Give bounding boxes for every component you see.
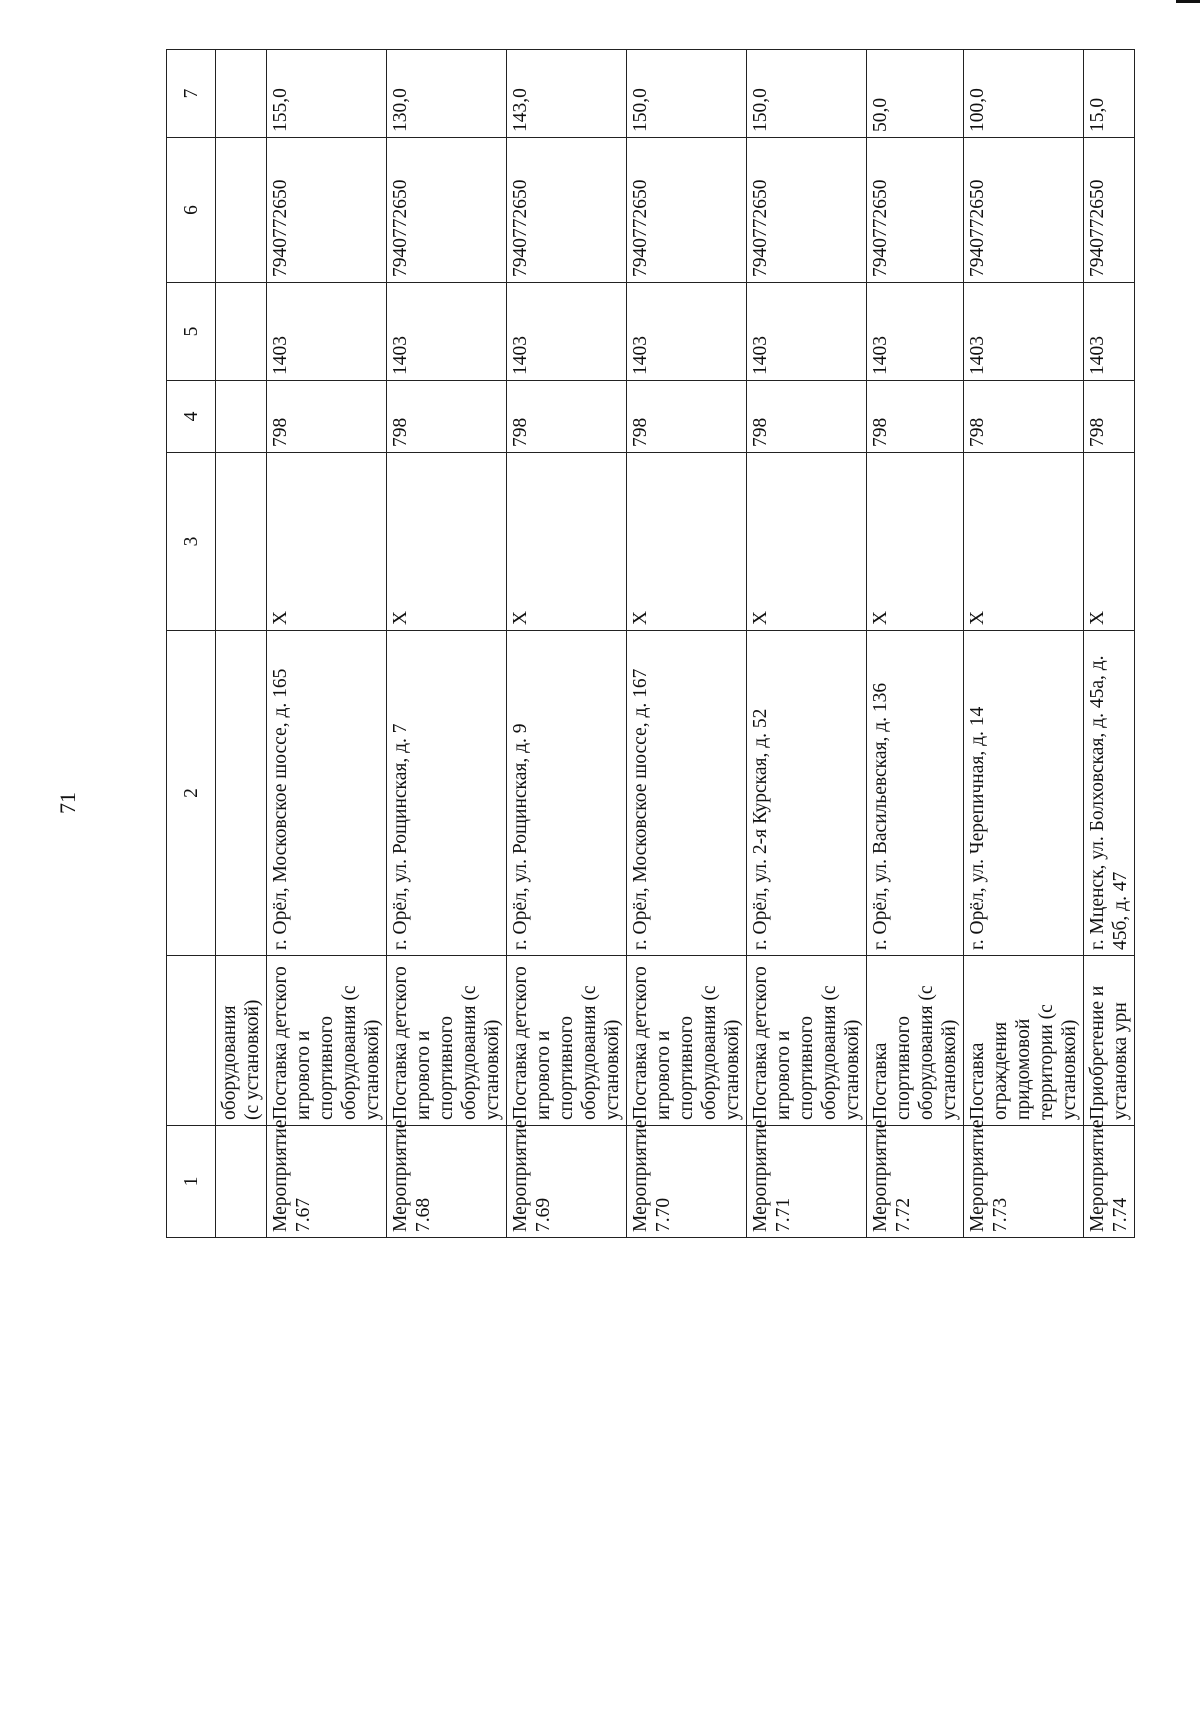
header-cell: 5 bbox=[167, 283, 216, 381]
column-4-cell: 798 bbox=[964, 381, 1084, 453]
column-7-cell: 150,0 bbox=[747, 50, 867, 138]
column-3-cell: X bbox=[964, 453, 1084, 631]
table-row bbox=[267, 50, 387, 1238]
column-2-address-cell: г. Мценск, ул. Болховская, д. 45а, д. 45б, д. 47 bbox=[1084, 631, 1135, 956]
page-number: 71 bbox=[55, 792, 80, 814]
column-4-cell: 798 bbox=[387, 381, 507, 453]
column-2-address-cell bbox=[216, 631, 267, 956]
column-3-cell: X bbox=[387, 453, 507, 631]
column-1-cell: Мероприятие 7.70 bbox=[627, 1126, 747, 1238]
column-5-cell: 1403 bbox=[627, 283, 747, 381]
column-3-cell: X bbox=[1084, 453, 1135, 631]
column-name-cell: Поставка детского игрового и спортивного оборудования (с установкой) bbox=[387, 956, 507, 1126]
header-cell: 6 bbox=[167, 138, 216, 283]
rotated-page bbox=[166, 50, 1200, 1238]
column-6-cell: 7940772650 bbox=[1084, 138, 1135, 283]
column-7-cell: 50,0 bbox=[867, 50, 964, 138]
column-name-cell: Поставка детского игрового и спортивного оборудования (с установкой) bbox=[627, 956, 747, 1126]
column-1-cell: Мероприятие 7.67 bbox=[267, 1126, 387, 1238]
column-3-cell: X bbox=[267, 453, 387, 631]
column-name-cell: Поставка детского игрового и спортивного оборудования (с установкой) bbox=[507, 956, 627, 1126]
column-2-address-cell: г. Орёл, Московское шоссе, д. 165 bbox=[267, 631, 387, 956]
column-4-cell: 798 bbox=[627, 381, 747, 453]
column-6-cell: 7940772650 bbox=[867, 138, 964, 283]
column-5-cell: 1403 bbox=[747, 283, 867, 381]
column-7-cell: 130,0 bbox=[387, 50, 507, 138]
column-2-address-cell: г. Орёл, Московское шоссе, д. 167 bbox=[627, 631, 747, 956]
column-3-cell: X bbox=[867, 453, 964, 631]
column-3-cell bbox=[216, 453, 267, 631]
column-name-cell: Поставка детского игрового и спортивного оборудования (с установкой) bbox=[747, 956, 867, 1126]
column-1-cell: Мероприятие 7.68 bbox=[387, 1126, 507, 1238]
column-name-cell: Поставка спортивного оборудования (с установкой) bbox=[867, 956, 964, 1126]
column-2-address-cell: г. Орёл, ул. Рощинская, д. 7 bbox=[387, 631, 507, 956]
table-row bbox=[507, 50, 627, 1238]
continuation-row bbox=[216, 50, 267, 1238]
column-1-cell: Мероприятие 7.74 bbox=[1084, 1126, 1135, 1238]
table-row bbox=[627, 50, 747, 1238]
column-4-cell: 798 bbox=[507, 381, 627, 453]
column-7-cell bbox=[216, 50, 267, 138]
column-3-cell: X bbox=[627, 453, 747, 631]
column-4-cell: 798 bbox=[747, 381, 867, 453]
column-1-cell: Мероприятие 7.72 bbox=[867, 1126, 964, 1238]
column-name-cell: Поставка детского игрового и спортивного оборудования (с установкой) bbox=[267, 956, 387, 1126]
column-2-address-cell: г. Орёл, ул. 2-я Курская, д. 52 bbox=[747, 631, 867, 956]
column-name-cell: Поставка ограждения придомовой территории (с установкой) bbox=[964, 956, 1084, 1126]
budget-table bbox=[166, 49, 1135, 1238]
column-5-cell: 1403 bbox=[507, 283, 627, 381]
column-6-cell bbox=[216, 138, 267, 283]
column-4-cell: 798 bbox=[867, 381, 964, 453]
column-6-cell: 7940772650 bbox=[964, 138, 1084, 283]
column-6-cell: 7940772650 bbox=[627, 138, 747, 283]
column-5-cell: 1403 bbox=[964, 283, 1084, 381]
column-4-cell bbox=[216, 381, 267, 453]
table-region bbox=[166, 50, 1200, 1232]
table-row bbox=[964, 50, 1084, 1238]
column-name-cell: Приобретение и установка урн bbox=[1084, 956, 1135, 1126]
table-row bbox=[867, 50, 964, 1238]
column-2-address-cell: г. Орёл, ул. Васильевская, д. 136 bbox=[867, 631, 964, 956]
column-1-cell bbox=[216, 1126, 267, 1238]
column-4-cell: 798 bbox=[1084, 381, 1135, 453]
column-5-cell: 1403 bbox=[1084, 283, 1135, 381]
header-row bbox=[167, 50, 216, 1238]
header-cell: 4 bbox=[167, 381, 216, 453]
header-cell: 2 bbox=[167, 631, 216, 956]
column-7-cell: 155,0 bbox=[267, 50, 387, 138]
column-5-cell: 1403 bbox=[267, 283, 387, 381]
column-2-address-cell: г. Орёл, ул. Черепичная, д. 14 bbox=[964, 631, 1084, 956]
table-row bbox=[1084, 50, 1135, 1238]
column-7-cell: 15,0 bbox=[1084, 50, 1135, 138]
column-1-cell: Мероприятие 7.69 bbox=[507, 1126, 627, 1238]
header-cell: 1 bbox=[167, 1126, 216, 1238]
header-cell: 3 bbox=[167, 453, 216, 631]
column-1-cell: Мероприятие 7.71 bbox=[747, 1126, 867, 1238]
header-cell: 7 bbox=[167, 50, 216, 138]
table-row bbox=[387, 50, 507, 1238]
column-5-cell bbox=[216, 283, 267, 381]
table-body bbox=[167, 50, 1135, 1238]
column-5-cell: 1403 bbox=[387, 283, 507, 381]
column-7-cell: 100,0 bbox=[964, 50, 1084, 138]
column-7-cell: 143,0 bbox=[507, 50, 627, 138]
column-6-cell: 7940772650 bbox=[747, 138, 867, 283]
column-4-cell: 798 bbox=[267, 381, 387, 453]
header-cell bbox=[167, 956, 216, 1126]
column-3-cell: X bbox=[507, 453, 627, 631]
column-3-cell: X bbox=[747, 453, 867, 631]
column-6-cell: 7940772650 bbox=[267, 138, 387, 283]
column-7-cell: 150,0 bbox=[627, 50, 747, 138]
corner-mark bbox=[1176, 0, 1200, 3]
column-5-cell: 1403 bbox=[867, 283, 964, 381]
column-6-cell: 7940772650 bbox=[387, 138, 507, 283]
column-2-address-cell: г. Орёл, ул. Рощинская, д. 9 bbox=[507, 631, 627, 956]
table-row bbox=[747, 50, 867, 1238]
column-name-cell: оборудования (с установкой) bbox=[216, 956, 267, 1126]
column-1-cell: Мероприятие 7.73 bbox=[964, 1126, 1084, 1238]
column-6-cell: 7940772650 bbox=[507, 138, 627, 283]
